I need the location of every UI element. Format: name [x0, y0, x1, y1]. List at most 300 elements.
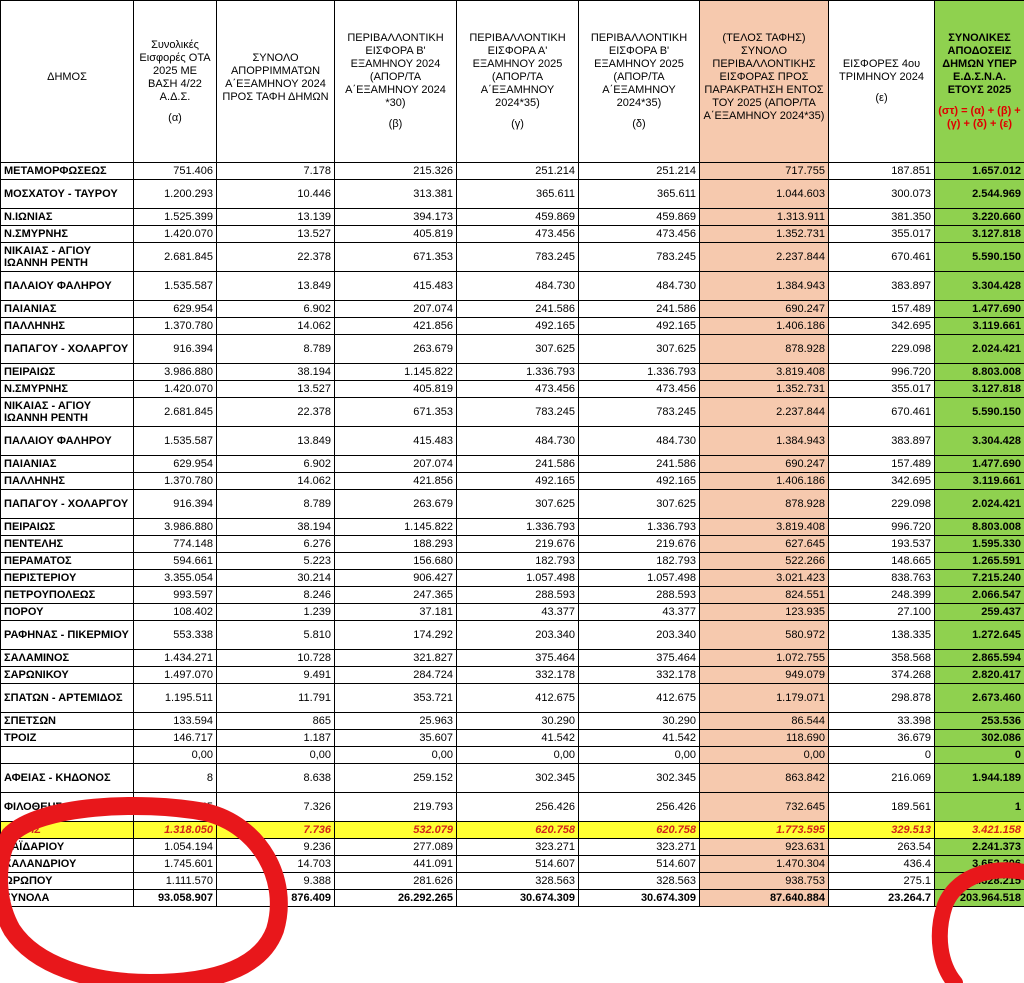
column-header-symbol: (β) — [388, 118, 403, 130]
value-cell: 1.265.591 — [935, 553, 1024, 570]
value-cell: 146.717 — [134, 730, 217, 747]
column-header — [134, 1, 217, 163]
value-cell: 263.54 — [829, 839, 935, 856]
value-cell: 7.215.240 — [935, 570, 1024, 587]
value-cell: 1.595.330 — [935, 536, 1024, 553]
value-cell: 118.690 — [700, 730, 829, 747]
value-cell: 0 — [829, 747, 935, 764]
value-cell: 182.793 — [579, 553, 700, 570]
value-cell: 123.935 — [700, 604, 829, 621]
value-cell: 13.527 — [217, 381, 335, 398]
value-cell: 383.897 — [829, 272, 935, 301]
value-cell: 307.625 — [579, 490, 700, 519]
value-cell: 302.345 — [457, 764, 579, 793]
municipality-cell: ΠΕΝΤΕΛΗΣ — [1, 536, 134, 553]
value-cell: 620.758 — [579, 822, 700, 839]
value-cell: 2.024.421 — [935, 335, 1024, 364]
municipality-cell: ΦΙΛΟΘΕΗΣ - ΨΥΧΙΚΟΥ — [1, 793, 134, 822]
value-cell: 302.086 — [935, 730, 1024, 747]
column-header — [457, 1, 579, 163]
value-cell: 690.247 — [700, 301, 829, 318]
value-cell: 3.819.408 — [700, 364, 829, 381]
value-cell: 949.079 — [700, 667, 829, 684]
table-row — [1, 536, 1024, 553]
value-cell: 3.220.660 — [935, 209, 1024, 226]
value-cell: 263.679 — [335, 490, 457, 519]
value-cell: 1.420.070 — [134, 381, 217, 398]
value-cell: 394.173 — [335, 209, 457, 226]
value-cell: 6.902 — [217, 301, 335, 318]
value-cell: 86.544 — [700, 713, 829, 730]
value-cell: 358.568 — [829, 650, 935, 667]
table-row — [1, 456, 1024, 473]
value-cell: 8.789 — [217, 335, 335, 364]
value-cell: 8.638 — [217, 764, 335, 793]
column-header-symbol: (ε) — [875, 92, 888, 104]
value-cell: 256.426 — [457, 793, 579, 822]
value-cell: 229.098 — [829, 490, 935, 519]
municipality-cell: ΣΑΡΩΝΙΚΟΥ — [1, 667, 134, 684]
value-cell: 459.869 — [457, 209, 579, 226]
value-cell: 421.856 — [335, 318, 457, 335]
value-cell: 783.245 — [457, 398, 579, 427]
value-cell: 229.098 — [829, 335, 935, 364]
value-cell: 323.271 — [579, 839, 700, 856]
value-cell: 2.681.845 — [134, 398, 217, 427]
value-cell: 2.024.421 — [935, 490, 1024, 519]
value-cell: 41.542 — [579, 730, 700, 747]
value-cell: 2.066.547 — [935, 587, 1024, 604]
value-cell: 3.119.661 — [935, 473, 1024, 490]
value-cell: 43.377 — [579, 604, 700, 621]
value-cell: 207.074 — [335, 301, 457, 318]
value-cell: 0 — [935, 747, 1024, 764]
value-cell: 342.695 — [829, 473, 935, 490]
value-cell: 5.223 — [217, 553, 335, 570]
value-cell: 13.849 — [217, 427, 335, 456]
table-row — [1, 621, 1024, 650]
value-cell: 2.237.844 — [700, 398, 829, 427]
value-cell: 3.127.818 — [935, 226, 1024, 243]
value-cell: 6.902 — [217, 456, 335, 473]
value-cell: 9.491 — [217, 667, 335, 684]
value-cell: 629.954 — [134, 301, 217, 318]
municipality-cell: ΧΑΪΔΑΡΙΟΥ — [1, 839, 134, 856]
value-cell: 41.542 — [457, 730, 579, 747]
value-cell: 620.758 — [457, 822, 579, 839]
column-header — [700, 1, 829, 163]
value-cell: 1.944.189 — [935, 764, 1024, 793]
value-cell: 1.497.070 — [134, 667, 217, 684]
column-header — [335, 1, 457, 163]
table-row — [1, 553, 1024, 570]
municipality-cell: ΝΙΚΑΙΑΣ - ΑΓΙΟΥ ΙΩΑΝΝΗ ΡΕΝΤΗ — [1, 243, 134, 272]
value-cell: 2.241.373 — [935, 839, 1024, 856]
value-cell: 10.446 — [217, 180, 335, 209]
value-cell: 25.963 — [335, 713, 457, 730]
value-cell: 133.594 — [134, 713, 217, 730]
value-cell: 916.394 — [134, 335, 217, 364]
value-cell: 421.856 — [335, 473, 457, 490]
table-row — [1, 570, 1024, 587]
value-cell: 627.645 — [700, 536, 829, 553]
value-cell: 353.721 — [335, 684, 457, 713]
table-row — [1, 793, 1024, 822]
value-cell: 277.089 — [335, 839, 457, 856]
value-cell: 375.464 — [579, 650, 700, 667]
municipality-cell: ΠΑΛΑΙΟΥ ΦΑΛΗΡΟΥ — [1, 272, 134, 301]
value-cell: 22.378 — [217, 398, 335, 427]
value-cell: 7.326 — [217, 793, 335, 822]
value-cell: 1.195.511 — [134, 684, 217, 713]
value-cell: 671.353 — [335, 243, 457, 272]
value-cell: 138.335 — [829, 621, 935, 650]
header-row — [1, 1, 1024, 163]
value-cell: 1.145.822 — [335, 519, 457, 536]
value-cell: 3.652.306 — [935, 856, 1024, 873]
table-row — [1, 473, 1024, 490]
column-header-title: (ΤΕΛΟΣ ΤΑΦΗΣ) ΣΥΝΟΛΟ ΠΕΡΙΒΑΛΛΟΝΤΙΚΗΣ ΕΙΣΦΟΡΑΣ ΠΡΟΣ ΠΑΡΑΚΡΑΤΗΣΗ ΕΝΤΟΣ ΤΟΥ 2025 (ΑΠΟΡ/ΤΑ Α΄ΕΞΑΜΗΝΟΥ 2024*35) — [703, 32, 825, 122]
value-cell: 0,00 — [579, 747, 700, 764]
value-cell: 906.427 — [335, 570, 457, 587]
value-cell: 405.819 — [335, 226, 457, 243]
value-cell: 1.272.645 — [935, 621, 1024, 650]
municipality-cell: ΠΑΠΑΓΟΥ - ΧΟΛΑΡΓΟΥ — [1, 490, 134, 519]
table-row — [1, 650, 1024, 667]
value-cell: 441.091 — [335, 856, 457, 873]
value-cell: 415.483 — [335, 272, 457, 301]
value-cell: 241.586 — [579, 456, 700, 473]
value-cell: 1.336.793 — [457, 364, 579, 381]
value-cell: 381.350 — [829, 209, 935, 226]
table-row — [1, 604, 1024, 621]
column-header-title: Συνολικές Εισφορές ΟΤΑ 2025 ΜΕ ΒΑΣΗ 4/22 Α.Δ.Σ. — [139, 38, 211, 103]
value-cell: 996.720 — [829, 364, 935, 381]
value-cell: 284.724 — [335, 667, 457, 684]
value-cell: 996.720 — [829, 519, 935, 536]
municipality-cell: ΣΠΕΤΣΩΝ — [1, 713, 134, 730]
value-cell: 783.245 — [579, 243, 700, 272]
table-row — [1, 490, 1024, 519]
value-cell: 9.388 — [217, 873, 335, 890]
value-cell: 1.336.793 — [457, 519, 579, 536]
value-cell: 553.338 — [134, 621, 217, 650]
value-cell: 514.607 — [579, 856, 700, 873]
column-header-symbol: (γ) — [511, 118, 524, 130]
value-cell: 863.842 — [700, 764, 829, 793]
value-cell: 1.370.780 — [134, 318, 217, 335]
municipality-cell: ΠΕΡΙΣΤΕΡΙΟΥ — [1, 570, 134, 587]
value-cell: 37.181 — [335, 604, 457, 621]
municipality-cell: ΧΑΛΑΝΔΡΙΟΥ — [1, 856, 134, 873]
value-cell: 203.964.518 — [935, 890, 1024, 907]
value-cell: 332.178 — [457, 667, 579, 684]
value-cell: 148.665 — [829, 553, 935, 570]
value-cell: 355.017 — [829, 381, 935, 398]
column-header-title: ΠΕΡΙΒΑΛΛΟΝΤΙΚΗ ΕΙΣΦΟΡΑ Β' ΕΞΑΜΗΝΟΥ 2025 (ΑΠΟΡ/ΤΑ Α΄ΕΞΑΜΗΝΟΥ 2024*35) — [590, 32, 688, 109]
value-cell: 3.421.158 — [935, 822, 1024, 839]
value-cell: 751.406 — [134, 163, 217, 180]
column-header-title: ΣΥΝΟΛΟ ΑΠΟΡΡΙΜΜΑΤΩΝ Α΄ΕΞΑΜΗΝΟΥ 2024 ΠΡΟΣ ΤΑΦΗ ΔΗΜΩΝ — [222, 51, 329, 103]
value-cell: 1.535.587 — [134, 272, 217, 301]
value-cell: 30.214 — [217, 570, 335, 587]
value-cell: 3.119.661 — [935, 318, 1024, 335]
value-cell: 1.477.690 — [935, 456, 1024, 473]
municipality-cell: ΠΑΙΑΝΙΑΣ — [1, 456, 134, 473]
value-cell: 26.292.265 — [335, 890, 457, 907]
value-cell: 532.079 — [335, 822, 457, 839]
value-cell: 22.378 — [217, 243, 335, 272]
column-header — [829, 1, 935, 163]
value-cell: 11.791 — [217, 684, 335, 713]
value-cell: 93.058.907 — [134, 890, 217, 907]
value-cell: 671.353 — [335, 398, 457, 427]
value-cell: 1.384.943 — [700, 272, 829, 301]
value-cell: 203.340 — [579, 621, 700, 650]
value-cell: 774.148 — [134, 536, 217, 553]
value-cell: 298.878 — [829, 684, 935, 713]
value-cell: 1.434.271 — [134, 650, 217, 667]
value-cell: 522.266 — [700, 553, 829, 570]
value-cell: 473.456 — [579, 381, 700, 398]
municipality-cell: ΑΦΕΙΑΣ - ΚΗΔΟΝΟΣ — [1, 764, 134, 793]
value-cell: 187.851 — [829, 163, 935, 180]
value-cell: 8 — [134, 764, 217, 793]
value-cell: 219.676 — [579, 536, 700, 553]
municipality-cell: ΠΑΛΛΗΝΗΣ — [1, 318, 134, 335]
value-cell: 3.304.428 — [935, 272, 1024, 301]
value-cell: 1.406.186 — [700, 318, 829, 335]
value-cell: 1.384.943 — [700, 427, 829, 456]
table-row — [1, 684, 1024, 713]
value-cell: 332.178 — [579, 667, 700, 684]
value-cell: 30.290 — [457, 713, 579, 730]
value-cell: 3.986.880 — [134, 519, 217, 536]
value-cell: 14.062 — [217, 473, 335, 490]
value-cell: 1.179.071 — [700, 684, 829, 713]
table-row — [1, 180, 1024, 209]
value-cell: 629.954 — [134, 456, 217, 473]
value-cell: 824.551 — [700, 587, 829, 604]
value-cell: 1.057.498 — [457, 570, 579, 587]
value-cell: 108.402 — [134, 604, 217, 621]
value-cell: 329.513 — [829, 822, 935, 839]
value-cell: 1.336.793 — [579, 519, 700, 536]
municipality-cell: ΜΕΤΑΜΟΡΦΩΣΕΩΣ — [1, 163, 134, 180]
table-row — [1, 427, 1024, 456]
value-cell: 412.675 — [457, 684, 579, 713]
municipality-cell: ΠΕΙΡΑΙΩΣ — [1, 519, 134, 536]
value-cell: 690.247 — [700, 456, 829, 473]
value-cell: 6.276 — [217, 536, 335, 553]
table-row — [1, 839, 1024, 856]
value-cell: 484.730 — [457, 427, 579, 456]
value-cell: 5.810 — [217, 621, 335, 650]
value-cell: 2.237.844 — [700, 243, 829, 272]
value-cell: 38.194 — [217, 519, 335, 536]
value-cell: 3.021.423 — [700, 570, 829, 587]
value-cell: 7.736 — [217, 822, 335, 839]
value-cell: 307.625 — [457, 335, 579, 364]
value-cell: 1.054.194 — [134, 839, 217, 856]
value-cell: 30.290 — [579, 713, 700, 730]
value-cell: 281.626 — [335, 873, 457, 890]
column-header-title: ΔΗΜΟΣ — [47, 71, 87, 83]
value-cell: 307.625 — [457, 490, 579, 519]
table-row — [1, 335, 1024, 364]
value-cell: 251.214 — [457, 163, 579, 180]
value-cell: 670.461 — [829, 398, 935, 427]
value-cell: 484.730 — [457, 272, 579, 301]
table-row — [1, 519, 1024, 536]
value-cell: 1.318.050 — [134, 822, 217, 839]
value-cell: 323.271 — [457, 839, 579, 856]
value-cell: 865 — [217, 713, 335, 730]
totals-row — [1, 890, 1024, 907]
value-cell: 878.928 — [700, 335, 829, 364]
value-cell: 241.586 — [457, 301, 579, 318]
value-cell: 365.611 — [457, 180, 579, 209]
value-cell: 174.292 — [335, 621, 457, 650]
column-header-title: ΠΕΡΙΒΑΛΛΟΝΤΙΚΗ ΕΙΣΦΟΡΑ Β' ΕΞΑΜΗΝΟΥ 2024 (ΑΠΟΡ/ΤΑ Α΄ΕΞΑΜΗΝΟΥ 2024 *30) — [345, 32, 446, 109]
value-cell: 33.398 — [829, 713, 935, 730]
value-cell: 717.755 — [700, 163, 829, 180]
column-header-title: ΠΕΡΙΒΑΛΛΟΝΤΙΚΗ ΕΙΣΦΟΡΑ Α' ΕΞΑΜΗΝΟΥ 2025 (ΑΠΟΡ/ΤΑ Α΄ΕΞΑΜΗΝΟΥ 2024*35) — [469, 32, 566, 109]
column-header — [579, 1, 700, 163]
value-cell: 514.607 — [457, 856, 579, 873]
value-cell: 313.381 — [335, 180, 457, 209]
table-row — [1, 587, 1024, 604]
value-cell: 307.625 — [579, 335, 700, 364]
value-cell: 8.246 — [217, 587, 335, 604]
value-cell: 2.328.215 — [935, 873, 1024, 890]
municipality-cell: ΝΙΚΑΙΑΣ - ΑΓΙΟΥ ΙΩΑΝΝΗ ΡΕΝΤΗ — [1, 398, 134, 427]
value-cell: 1 — [935, 793, 1024, 822]
value-cell: 492.165 — [457, 318, 579, 335]
table-row — [1, 398, 1024, 427]
value-cell: 288.593 — [579, 587, 700, 604]
value-cell: 342.695 — [829, 318, 935, 335]
value-cell: 302.345 — [579, 764, 700, 793]
value-cell: 5.590.150 — [935, 243, 1024, 272]
value-cell: 1.111.570 — [134, 873, 217, 890]
value-cell: 30.674.309 — [457, 890, 579, 907]
table-row — [1, 209, 1024, 226]
table-row — [1, 318, 1024, 335]
table-row — [1, 713, 1024, 730]
value-cell: 263.679 — [335, 335, 457, 364]
value-cell: 2.820.417 — [935, 667, 1024, 684]
column-header-symbol: (στ) = (α) + (β) + (γ) + (δ) + (ε) — [938, 105, 1021, 130]
value-cell: 27.100 — [829, 604, 935, 621]
table-row — [1, 381, 1024, 398]
value-cell: 876.409 — [217, 890, 335, 907]
value-cell: 5.590.150 — [935, 398, 1024, 427]
value-cell: 241.586 — [579, 301, 700, 318]
value-cell: 157.489 — [829, 456, 935, 473]
value-cell: 1.057.498 — [579, 570, 700, 587]
value-cell: 1.352.731 — [700, 381, 829, 398]
value-cell: 156.680 — [335, 553, 457, 570]
value-cell: 9.236 — [217, 839, 335, 856]
value-cell: 23.264.7 — [829, 890, 935, 907]
value-cell: 1.370.780 — [134, 473, 217, 490]
municipality-cell: ΠΑΠΑΓΟΥ - ΧΟΛΑΡΓΟΥ — [1, 335, 134, 364]
value-cell: 3.986.880 — [134, 364, 217, 381]
value-cell: 2.673.460 — [935, 684, 1024, 713]
column-header — [217, 1, 335, 163]
value-cell: 2.544.969 — [935, 180, 1024, 209]
value-cell: 383.897 — [829, 427, 935, 456]
value-cell: 473.456 — [457, 381, 579, 398]
value-cell: 2.681.845 — [134, 243, 217, 272]
value-cell: 1.044.603 — [700, 180, 829, 209]
value-cell: 182.793 — [457, 553, 579, 570]
value-cell: 0,00 — [217, 747, 335, 764]
value-cell: 374.268 — [829, 667, 935, 684]
value-cell: 30.674.309 — [579, 890, 700, 907]
value-cell: 14.703 — [217, 856, 335, 873]
value-cell: 13.139 — [217, 209, 335, 226]
value-cell: 878.928 — [700, 490, 829, 519]
value-cell: 14.062 — [217, 318, 335, 335]
value-cell: 8.803.008 — [935, 519, 1024, 536]
value-cell: 415.483 — [335, 427, 457, 456]
municipality-cell: ΜΟΣΧΑΤΟΥ - ΤΑΥΡΟΥ — [1, 180, 134, 209]
value-cell: 783.245 — [457, 243, 579, 272]
value-cell: 1.239 — [217, 604, 335, 621]
municipality-cell: ΣΑΛΑΜΙΝΟΣ — [1, 650, 134, 667]
value-cell: 157.489 — [829, 301, 935, 318]
column-header — [935, 1, 1024, 163]
municipality-cell: ΡΑΦΗΝΑΣ - ΠΙΚΕΡΜΙΟΥ — [1, 621, 134, 650]
value-cell: 203.340 — [457, 621, 579, 650]
value-cell: 365.611 — [579, 180, 700, 209]
value-cell: 0,00 — [134, 747, 217, 764]
value-cell: 1.072.755 — [700, 650, 829, 667]
value-cell: 405.819 — [335, 381, 457, 398]
value-cell: 783.245 — [579, 398, 700, 427]
municipality-cell: ΠΑΙΑΝΙΑΣ — [1, 301, 134, 318]
value-cell: 13.527 — [217, 226, 335, 243]
value-cell: 38.194 — [217, 364, 335, 381]
value-cell: 838.763 — [829, 570, 935, 587]
value-cell: 193.537 — [829, 536, 935, 553]
value-cell: 1.187 — [217, 730, 335, 747]
value-cell: 1.336.793 — [579, 364, 700, 381]
value-cell: 247.365 — [335, 587, 457, 604]
value-cell: 412.675 — [579, 684, 700, 713]
value-cell: 248.399 — [829, 587, 935, 604]
value-cell: 188.293 — [335, 536, 457, 553]
value-cell: 492.165 — [457, 473, 579, 490]
value-cell: 256.426 — [579, 793, 700, 822]
value-cell: 189.561 — [829, 793, 935, 822]
municipality-cell: ΣΥΝΟΛΑ — [1, 890, 134, 907]
value-cell: 459.869 — [579, 209, 700, 226]
value-cell: 7.178 — [217, 163, 335, 180]
value-cell: 758.245 — [134, 793, 217, 822]
table-row — [1, 272, 1024, 301]
value-cell: 241.586 — [457, 456, 579, 473]
value-cell: 1.200.293 — [134, 180, 217, 209]
municipality-cell: ΠΑΛΑΙΟΥ ΦΑΛΗΡΟΥ — [1, 427, 134, 456]
value-cell: 670.461 — [829, 243, 935, 272]
value-cell: 253.536 — [935, 713, 1024, 730]
value-cell: 275.1 — [829, 873, 935, 890]
municipality-cell: ΠΕΡΑΜΑΤΟΣ — [1, 553, 134, 570]
value-cell: 3.127.818 — [935, 381, 1024, 398]
